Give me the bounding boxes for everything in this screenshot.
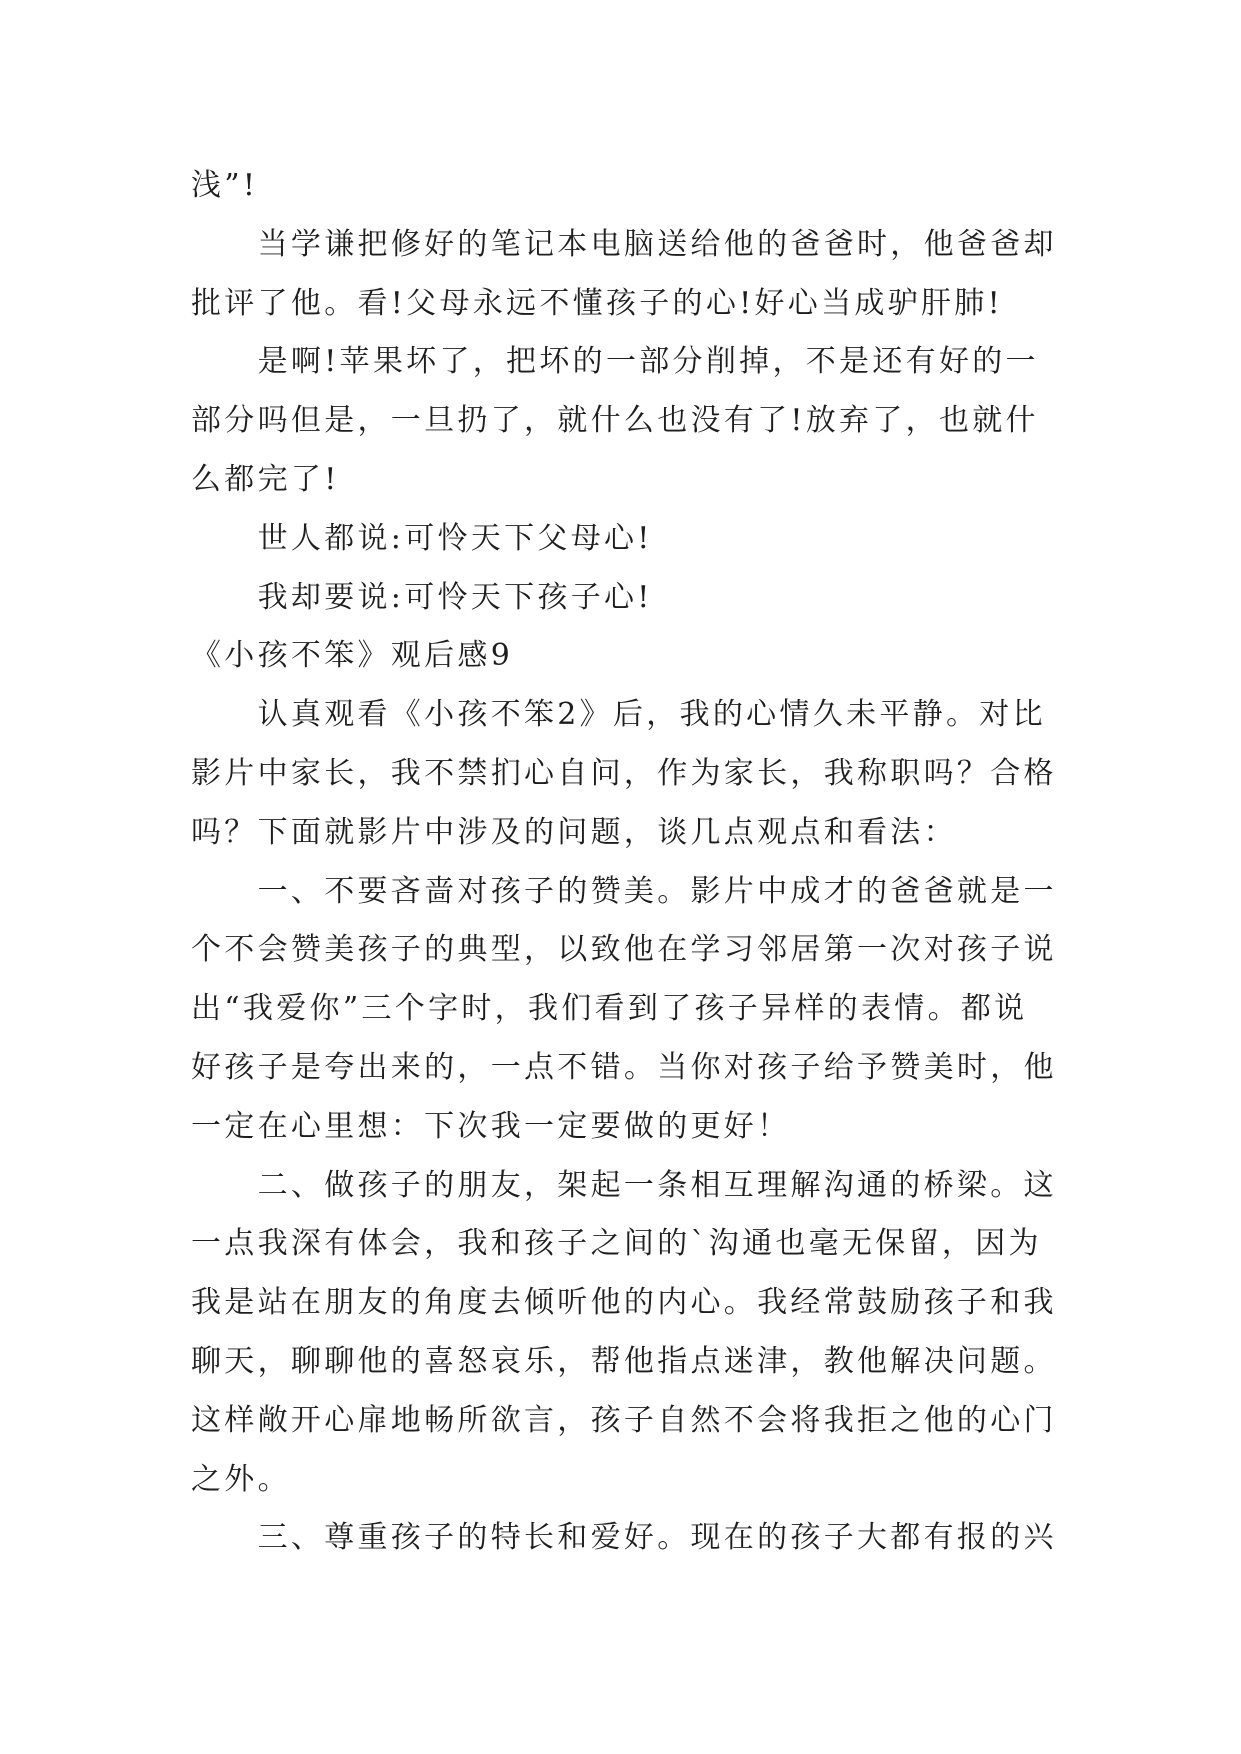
text-line: 之外。 bbox=[191, 1461, 291, 1497]
text-line: 吗？下面就影片中涉及的问题，谈几点观点和看法： bbox=[191, 814, 957, 850]
paragraph bbox=[191, 1509, 1091, 1568]
text-line: 一点我深有体会，我和孩子之间的`沟通也毫无保留，因为 bbox=[191, 1226, 1042, 1262]
text-line: 是啊!苹果坏了，把坏的一部分削掉，不是还有好的一 bbox=[257, 344, 1039, 380]
paragraph bbox=[191, 686, 1091, 862]
paragraph bbox=[191, 333, 1091, 509]
paragraph bbox=[191, 1157, 1091, 1510]
text-line: 当学谦把修好的笔记本电脑送给他的爸爸时，他爸爸却 bbox=[257, 226, 1057, 262]
text-line: 好孩子是夸出来的，一点不错。当你对孩子给予赞美时，他 bbox=[191, 1049, 1057, 1085]
document-body bbox=[191, 157, 1091, 1568]
paragraph bbox=[191, 216, 1091, 334]
text-line: 一、不要吝啬对孩子的赞美。影片中成才的爸爸就是一 bbox=[257, 873, 1057, 909]
text-line: 部分吗但是，一旦扔了，就什么也没有了!放弃了，也就什 bbox=[191, 403, 1039, 439]
text-line: 认真观看《小孩不笨2》后，我的心情久未平静。对比 bbox=[257, 697, 1046, 733]
paragraph bbox=[191, 569, 1091, 628]
text-line: 世人都说:可怜天下父母心! bbox=[257, 520, 653, 556]
text-line: 二、做孩子的朋友，架起一条相互理解沟通的桥梁。这 bbox=[257, 1167, 1057, 1203]
text-line: 一定在心里想：下次我一定要做的更好！ bbox=[191, 1108, 791, 1144]
text-line: 么都完了! bbox=[191, 461, 340, 497]
paragraph bbox=[191, 510, 1091, 569]
paragraph-continuation bbox=[191, 157, 1091, 216]
text-line: 这样敞开心扉地畅所欲言，孩子自然不会将我拒之他的心门 bbox=[191, 1402, 1057, 1438]
text-line: 浅”! bbox=[191, 168, 259, 203]
text-line: 三、尊重孩子的特长和爱好。现在的孩子大都有报的兴 bbox=[257, 1520, 1057, 1556]
text-line: 批评了他。看!父母永远不懂孩子的心!好心当成驴肝肺! bbox=[191, 285, 1003, 321]
text-line: 聊天，聊聊他的喜怒哀乐，帮他指点迷津，教他解决问题。 bbox=[191, 1343, 1057, 1379]
section-heading: 《小孩不笨》观后感9 bbox=[191, 638, 514, 674]
paragraph bbox=[191, 863, 1091, 1157]
text-line: 我却要说:可怜天下孩子心! bbox=[257, 579, 653, 615]
text-line: 影片中家长，我不禁扪心自问，作为家长，我称职吗？合格 bbox=[191, 755, 1057, 791]
text-line: 出“我爱你”三个字时，我们看到了孩子异样的表情。都说 bbox=[191, 991, 1028, 1027]
text-line: 我是站在朋友的角度去倾听他的内心。我经常鼓励孩子和我 bbox=[191, 1285, 1057, 1321]
text-line: 个不会赞美孩子的典型，以致他在学习邻居第一次对孩子说 bbox=[191, 932, 1057, 968]
